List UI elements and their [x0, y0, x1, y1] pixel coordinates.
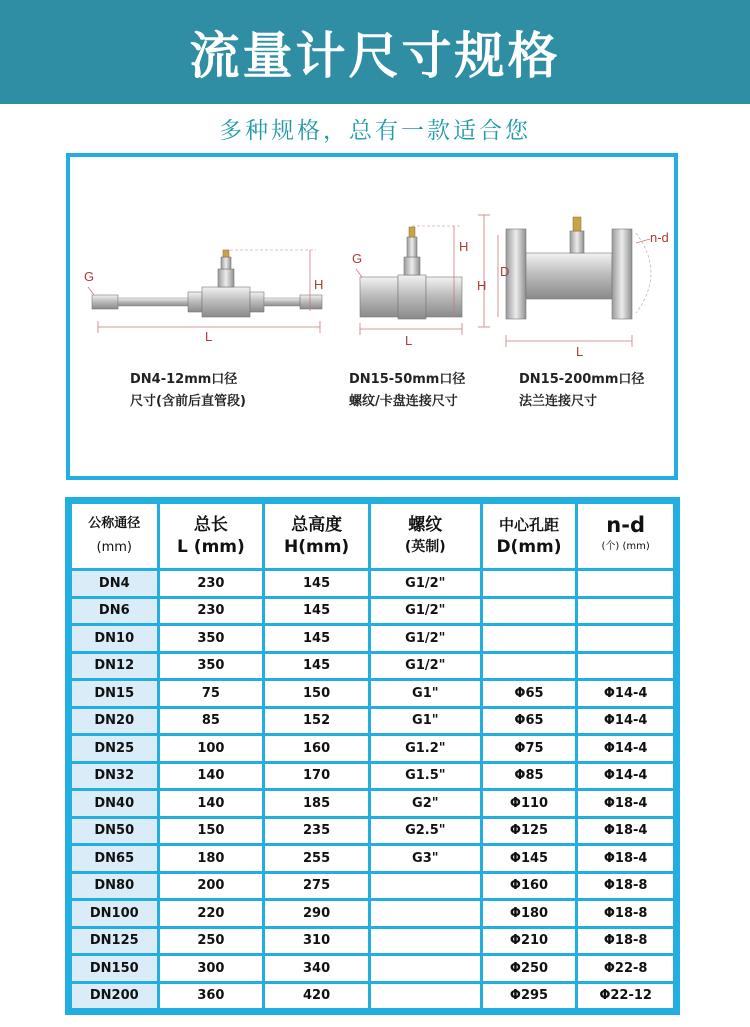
cell-total-height: 255	[265, 846, 368, 871]
cell-thread	[371, 874, 480, 899]
cell-total-length: 85	[160, 709, 263, 734]
cell-total-length: 140	[160, 791, 263, 816]
cell-total-height: 152	[265, 709, 368, 734]
label-d-3: D	[500, 264, 510, 279]
cell-bolt-holes: Φ14-4	[578, 736, 673, 761]
cell-total-length: 360	[160, 984, 263, 1009]
cell-total-height: 185	[265, 791, 368, 816]
header-bolt-holes: n-d (个) (mm)	[578, 504, 673, 568]
table-row	[72, 571, 673, 596]
cell-nominal-diameter: DN12	[72, 654, 157, 679]
cell-total-length: 230	[160, 571, 263, 596]
cell-total-length: 75	[160, 681, 263, 706]
cell-bolt-circle: Φ110	[483, 791, 576, 816]
cell-bolt-circle: Φ210	[483, 929, 576, 954]
cell-total-height: 145	[265, 571, 368, 596]
cell-total-length: 300	[160, 956, 263, 981]
cell-total-height: 150	[265, 681, 368, 706]
cell-total-height: 235	[265, 819, 368, 844]
cell-nominal-diameter: DN200	[72, 984, 157, 1009]
cell-thread: G2"	[371, 791, 480, 816]
cell-bolt-holes: Φ22-8	[578, 956, 673, 981]
cell-total-height: 160	[265, 736, 368, 761]
cell-bolt-circle: Φ160	[483, 874, 576, 899]
table-row	[72, 846, 673, 871]
label-l-2: L	[405, 333, 413, 348]
cell-total-height: 340	[265, 956, 368, 981]
cell-total-length: 250	[160, 929, 263, 954]
cell-thread: G1.2"	[371, 736, 480, 761]
cell-bolt-circle: Φ65	[483, 709, 576, 734]
cell-nominal-diameter: DN125	[72, 929, 157, 954]
cell-total-length: 180	[160, 846, 263, 871]
cell-nominal-diameter: DN65	[72, 846, 157, 871]
cell-thread: G1/2"	[371, 599, 480, 624]
cell-thread	[371, 929, 480, 954]
cell-thread: G1.5"	[371, 764, 480, 789]
cell-bolt-holes: Φ18-8	[578, 874, 673, 899]
spec-table	[69, 501, 676, 1011]
cell-thread: G1/2"	[371, 571, 480, 596]
drawing-small-bore	[88, 250, 322, 333]
table-row	[72, 984, 673, 1009]
cell-total-height: 145	[265, 626, 368, 651]
table-row	[72, 599, 673, 624]
title-banner	[0, 0, 750, 104]
cell-nominal-diameter: DN6	[72, 599, 157, 624]
spec-table-frame	[65, 497, 680, 1015]
cell-thread: G1/2"	[371, 654, 480, 679]
cell-bolt-circle: Φ75	[483, 736, 576, 761]
cell-bolt-holes: Φ18-8	[578, 901, 673, 926]
cell-nominal-diameter: DN150	[72, 956, 157, 981]
table-row	[72, 956, 673, 981]
cell-bolt-circle: Φ250	[483, 956, 576, 981]
header-bolt-circle: 中心孔距 D(mm)	[483, 504, 576, 568]
cell-total-length: 350	[160, 654, 263, 679]
table-row	[72, 929, 673, 954]
table-row	[72, 681, 673, 706]
table-header-row	[72, 504, 673, 568]
cell-total-height: 170	[265, 764, 368, 789]
cell-nominal-diameter: DN100	[72, 901, 157, 926]
cell-nominal-diameter: DN50	[72, 819, 157, 844]
cell-bolt-holes	[578, 599, 673, 624]
cell-total-length: 200	[160, 874, 263, 899]
table-row	[72, 626, 673, 651]
cell-bolt-holes: Φ22-12	[578, 984, 673, 1009]
caption-small-bore: DN4-12mm口径 尺寸(含前后直管段)	[130, 372, 246, 409]
spec-table-body	[72, 571, 673, 1008]
flowmeter-dimension-drawings	[70, 157, 674, 476]
dimension-diagrams-panel	[66, 153, 678, 480]
cell-bolt-circle	[483, 599, 576, 624]
cell-thread: G2.5"	[371, 819, 480, 844]
cell-thread: G1"	[371, 681, 480, 706]
cell-bolt-circle: Φ145	[483, 846, 576, 871]
cell-thread	[371, 901, 480, 926]
table-row	[72, 764, 673, 789]
cell-bolt-holes: Φ18-8	[578, 929, 673, 954]
cell-bolt-holes	[578, 626, 673, 651]
cell-nominal-diameter: DN20	[72, 709, 157, 734]
cell-total-height: 420	[265, 984, 368, 1009]
cell-total-height: 145	[265, 654, 368, 679]
table-row	[72, 709, 673, 734]
cell-total-height: 290	[265, 901, 368, 926]
page-title: 流量计尺寸规格	[189, 27, 561, 85]
header-total-length: 总长 L (mm)	[160, 504, 263, 568]
table-row	[72, 654, 673, 679]
page-subtitle: 多种规格，总有一款适合您	[219, 118, 531, 144]
table-row	[72, 874, 673, 899]
cell-bolt-circle	[483, 571, 576, 596]
cell-total-length: 230	[160, 599, 263, 624]
caption-flanged: DN15-200mm口径 法兰连接尺寸	[519, 372, 645, 409]
cell-total-height: 310	[265, 929, 368, 954]
label-nd-3: n-d	[650, 230, 669, 245]
cell-total-length: 150	[160, 819, 263, 844]
cell-bolt-circle: Φ295	[483, 984, 576, 1009]
cell-nominal-diameter: DN15	[72, 681, 157, 706]
cell-nominal-diameter: DN32	[72, 764, 157, 789]
cell-bolt-circle: Φ180	[483, 901, 576, 926]
cell-nominal-diameter: DN80	[72, 874, 157, 899]
cell-bolt-holes	[578, 654, 673, 679]
table-row	[72, 791, 673, 816]
cell-bolt-holes: Φ18-4	[578, 846, 673, 871]
cell-thread	[371, 956, 480, 981]
cell-total-length: 350	[160, 626, 263, 651]
caption-threaded: DN15-50mm口径 螺纹/卡盘连接尺寸	[349, 372, 466, 409]
cell-bolt-circle	[483, 654, 576, 679]
cell-total-height: 275	[265, 874, 368, 899]
cell-total-length: 140	[160, 764, 263, 789]
label-l-3: L	[576, 344, 584, 359]
cell-bolt-holes: Φ14-4	[578, 709, 673, 734]
cell-bolt-circle: Φ85	[483, 764, 576, 789]
cell-nominal-diameter: DN4	[72, 571, 157, 596]
table-row	[72, 819, 673, 844]
cell-bolt-circle: Φ65	[483, 681, 576, 706]
cell-bolt-holes	[578, 571, 673, 596]
header-nominal-diameter: 公称通径 (mm)	[72, 504, 157, 568]
label-h-1: H	[314, 277, 324, 292]
cell-nominal-diameter: DN25	[72, 736, 157, 761]
cell-bolt-holes: Φ14-4	[578, 681, 673, 706]
cell-thread: G1/2"	[371, 626, 480, 651]
cell-bolt-holes: Φ18-4	[578, 791, 673, 816]
cell-nominal-diameter: DN40	[72, 791, 157, 816]
cell-bolt-holes: Φ18-4	[578, 819, 673, 844]
cell-bolt-circle: Φ125	[483, 819, 576, 844]
cell-thread: G1"	[371, 709, 480, 734]
cell-bolt-circle	[483, 626, 576, 651]
drawing-threaded	[356, 226, 462, 335]
cell-total-length: 220	[160, 901, 263, 926]
cell-nominal-diameter: DN10	[72, 626, 157, 651]
cell-total-length: 100	[160, 736, 263, 761]
cell-thread: G3"	[371, 846, 480, 871]
label-l-1: L	[205, 329, 213, 344]
header-total-height: 总高度 H(mm)	[265, 504, 368, 568]
cell-total-height: 145	[265, 599, 368, 624]
drawing-flanged	[478, 215, 651, 347]
cell-thread	[371, 984, 480, 1009]
label-g-2: G	[352, 251, 363, 266]
header-thread: 螺纹 (英制)	[371, 504, 480, 568]
cell-bolt-holes: Φ14-4	[578, 764, 673, 789]
label-h-3: H	[477, 278, 487, 293]
label-g-1: G	[84, 269, 95, 284]
label-h-2: H	[459, 239, 469, 254]
table-row	[72, 736, 673, 761]
table-row	[72, 901, 673, 926]
